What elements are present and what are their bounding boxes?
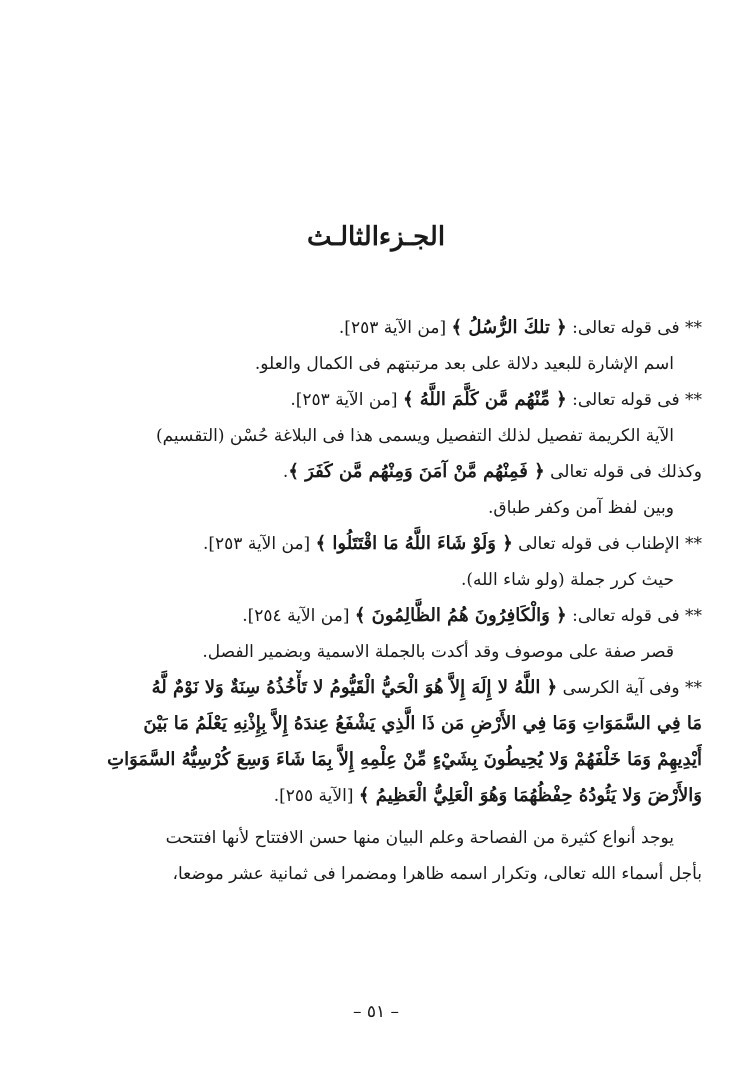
quran-quote: ﴿ وَالْكَافِرُونَ هُمُ الظَّالِمُونَ ﴾: [354, 605, 567, 626]
quran-quote: ﴿ وَلَوْ شَاءَ اللَّهُ مَا اقْتَتَلُوا ﴾: [315, 533, 513, 554]
text-line: [70, 856, 702, 892]
text-line: [70, 742, 702, 778]
text-line: [70, 562, 702, 598]
verse-reference: [من الآية ٢٥٣].: [202, 534, 316, 554]
line-text: ** وفى آية الكرسى: [557, 678, 702, 698]
text-line: [70, 382, 702, 418]
quran-quote: مَا فِي السَّمَوَاتِ وَمَا فِي الأَرْضِ مَن ذَا الَّذِي يَشْفَعُ عِندَهُ إِلاَّ بِإِذْنِهِ يَعْلَمُ مَا بَيْنَ: [143, 713, 702, 734]
line-text: الآية الكريمة تفصيل لذلك التفصيل ويسمى هذا فى البلاغة حُسْن (التقسيم): [155, 426, 674, 446]
line-text: اسم الإشارة للبعيد دلالة على بعد مرتبتهم فى الكمال والعلو.: [254, 354, 674, 374]
text-line: [70, 670, 702, 706]
text-line: [70, 634, 702, 670]
text-line: [70, 526, 702, 562]
text-line: [70, 490, 702, 526]
page-number: – ٥١ –: [352, 1002, 400, 1022]
body-text: [70, 310, 702, 892]
quran-quote: ﴿ اللَّهُ لا إِلَهَ إِلاَّ هُوَ الْحَيُّ الْقَيُّومُ لا تَأْخُذُهُ سِنَةٌ وَلا نَوْمٌ لَّهُ: [151, 677, 558, 698]
quran-quote: ﴿ فَمِنْهُم مَّنْ آمَنَ وَمِنْهُم مَّن كَفَرَ ﴾: [288, 461, 545, 482]
verse-reference: [الآية ٢٥٥].: [273, 786, 359, 806]
line-end: .: [282, 462, 289, 482]
verse-reference: [من الآية ٢٥٣].: [290, 390, 403, 410]
verse-reference: [من الآية ٢٥٤].: [242, 606, 355, 626]
line-text: ** فى قوله تعالى:: [566, 318, 702, 338]
text-line: [70, 454, 702, 490]
text-line: [70, 706, 702, 742]
text-line: [70, 598, 702, 634]
line-text: حيث كرر جملة (ولو شاء الله).: [460, 570, 674, 590]
verse-reference: [من الآية ٢٥٣].: [338, 318, 452, 338]
line-text: ** الإطناب فى قوله تعالى: [512, 534, 702, 554]
chapter-title: الجـزءالثالـث: [306, 222, 446, 252]
line-text: بأجل أسماء الله تعالى، وتكرار اسمه ظاهرا ومضمرا فى ثمانية عشر موضعا،: [172, 864, 702, 884]
line-text: قصر صفة على موصوف وقد أكدت بالجملة الاسمية وبضمير الفصل.: [202, 642, 674, 662]
quran-quote: ﴿ تلكَ الرُّسُلُ ﴾: [451, 317, 567, 338]
line-text: يوجد أنواع كثيرة من الفصاحة وعلم البيان منها حسن الافتتاح لأنها افتتحت: [165, 828, 674, 848]
quran-quote: وَالأَرْضَ وَلا يَئُودُهُ حِفْظُهُمَا وَهُوَ الْعَلِيُّ الْعَظِيمُ ﴾: [358, 785, 702, 806]
text-line: [70, 778, 702, 814]
line-text: وبين لفظ آمن وكفر طباق.: [487, 498, 674, 518]
text-line: [70, 820, 702, 856]
text-line: [70, 310, 702, 346]
quran-quote: أَيْدِيهِمْ وَمَا خَلْفَهُمْ وَلا يُحِيطُونَ بِشَيْءٍ مِّنْ عِلْمِهِ إِلاَّ بِمَا شَاءَ وَسِعَ كُرْسِيُّهُ السَّمَوَاتِ: [107, 749, 702, 770]
quran-quote: ﴿ مِّنْهُم مَّن كَلَّمَ اللَّهُ ﴾: [402, 389, 567, 410]
line-text: ** فى قوله تعالى:: [566, 606, 702, 626]
line-text: وكذلك فى قوله تعالى: [544, 462, 702, 482]
text-line: [70, 346, 702, 382]
text-line: [70, 418, 702, 454]
line-text: ** فى قوله تعالى:: [566, 390, 702, 410]
